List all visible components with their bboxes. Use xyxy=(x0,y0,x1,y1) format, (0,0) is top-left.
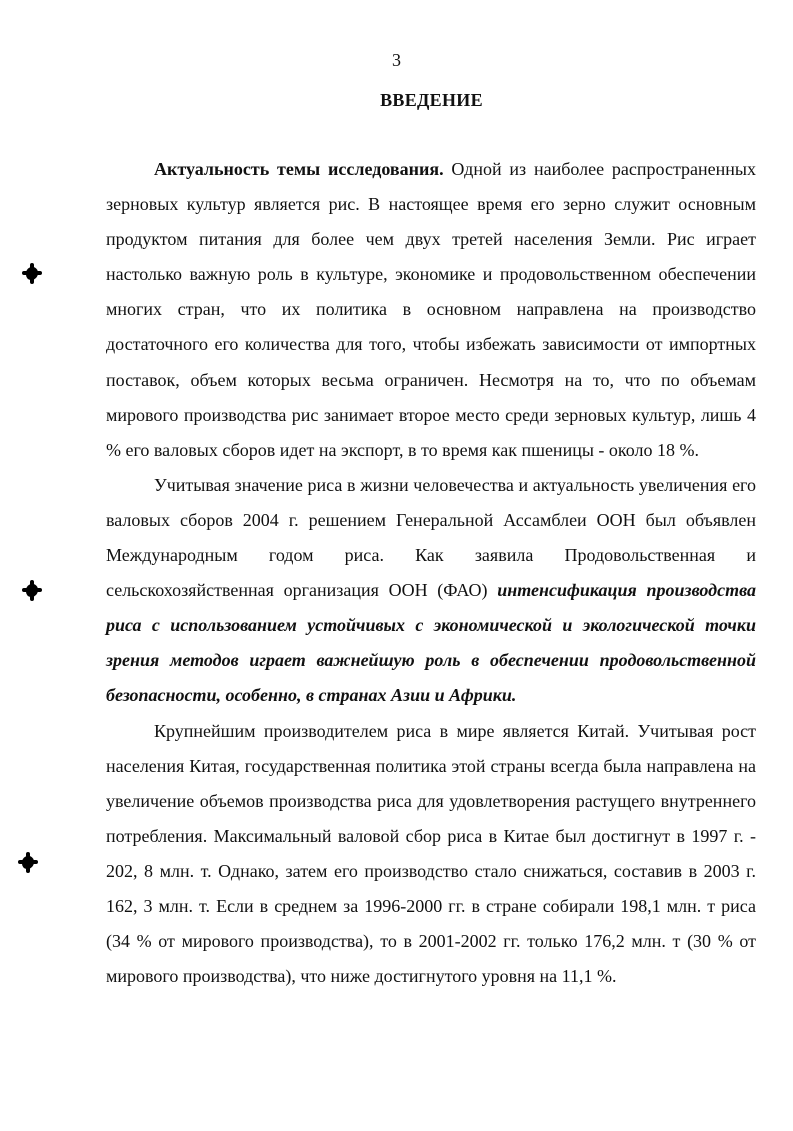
section-heading: ВВЕДЕНИЕ xyxy=(380,90,483,110)
paragraph-relevance xyxy=(106,152,756,468)
binding-hole-mark-top xyxy=(26,267,38,280)
paragraph-emphasis-quote: интенсификация производства риса с использованием устойчивых с экономической и экологической точки зрения методов играет важнейшую роль в обеспечении продовольственной безопасности, особенно, в странах Азии и Африки. xyxy=(106,580,756,706)
paragraph-lead-title: Актуальность темы исследования. xyxy=(154,159,444,179)
paragraph-text: Одной из наиболее распространенных зерновых культур является рис. В настоящее время его зерно служит основным продуктом питания для более чем двух третей населения Земли. Рис играет настолько важную роль в культуре, экономике и продовольственном обеспечении многих стран, что их политика в основном направлена на производство достаточного его количества для того, чтобы избежать зависимости от импортных поставок, объем которых весьма ограничен. Несмотря на то, что по объемам мирового производства рис занимает второе место среди зерновых культур, лишь 4 % его валовых сборов идет на экспорт, в то время как пшеницы - около 18 %. xyxy=(106,159,757,460)
paragraph-china-production xyxy=(106,714,756,995)
paragraph-text: Крупнейшим производителем риса в мире является Китай. Учитывая рост населения Китая, государственная политика этой страны всегда была направлена на увеличение объемов производства риса для удовлетворения растущего внутреннего потребления. Максимальный валовой сбор риса в Китае был достигнут в 1997 г. - 202, 8 млн. т. Однако, затем его производство стало снижаться, составив в 2003 г. 162, 3 млн. т. Если в среднем за 1996-2000 гг. в стране собирали 198,1 млн. т риса (34 % от мирового производства), то в 2001-2002 гг. только 176,2 млн. т (30 % от мирового производства), что ниже достигнутого уровня на 11,1 %. xyxy=(106,720,756,987)
paragraph-year-of-rice xyxy=(106,468,756,714)
paragraph-text: Учитывая значение риса в жизни человечества и актуальность увеличения его валовых сборов 2004 г. решением Генеральной Ассамблеи ООН был объявлен Международным годом риса. Как заявила Продовольственная и сельскохозяйственная организация ООН (ФАО) xyxy=(106,474,756,601)
binding-hole-mark-middle xyxy=(26,584,38,597)
page-number: 3 xyxy=(392,50,401,70)
document-body xyxy=(106,152,756,994)
binding-hole-mark-bottom xyxy=(22,856,34,869)
